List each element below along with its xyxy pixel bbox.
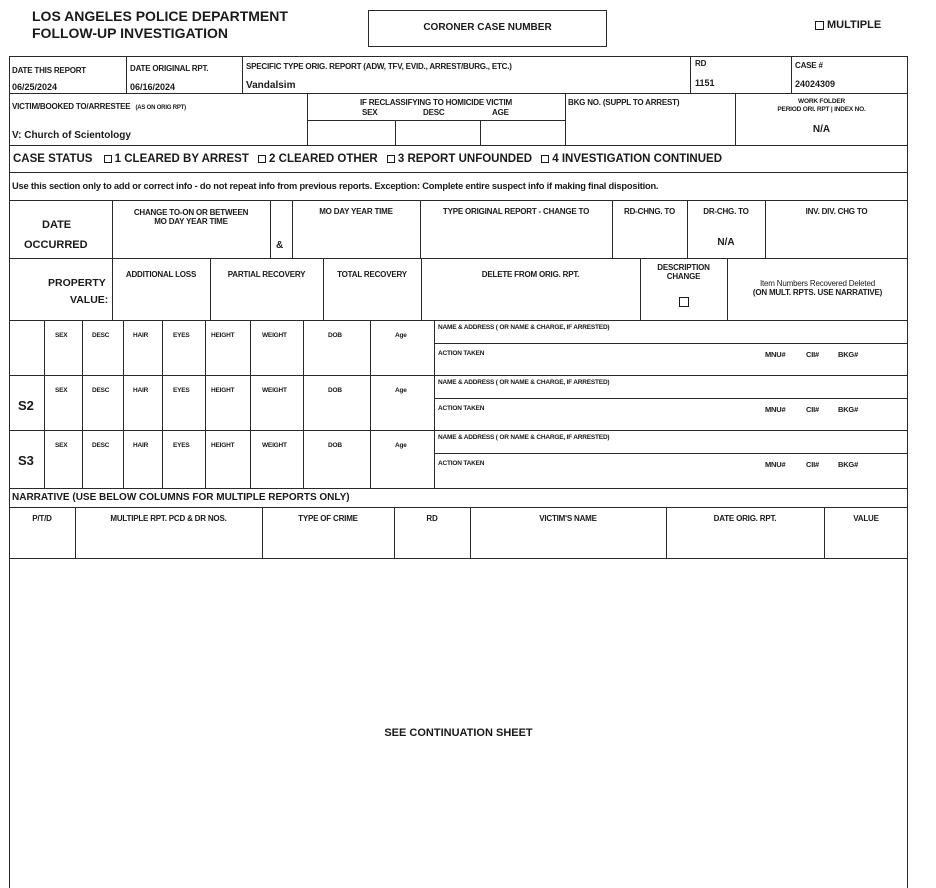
rd-label: RD — [695, 59, 707, 68]
bkg-no-label: BKG NO. (SUPPL TO ARREST) — [568, 98, 680, 107]
coroner-case-label: CORONER CASE NUMBER — [423, 22, 552, 33]
s3-mnu-label: MNU# — [765, 460, 786, 469]
description-change-label-2: CHANGE — [666, 272, 701, 281]
case-status-label: CASE STATUS — [13, 153, 93, 165]
s3-hair-label: HAIR — [133, 442, 149, 449]
victim-value[interactable]: V: Church of Scientology — [12, 130, 131, 141]
s2-weight-label: WEIGHT — [262, 387, 287, 394]
s2-mnu-label: MNU# — [765, 405, 786, 414]
grid-line — [434, 398, 908, 399]
rd-value[interactable]: 1151 — [695, 78, 715, 88]
status-option-2[interactable] — [258, 153, 378, 165]
s1-bkg-label: BKG# — [838, 350, 859, 359]
grid-line — [9, 320, 908, 321]
grid-line — [9, 430, 908, 431]
grid-line — [395, 120, 396, 145]
additional-loss-label: ADDITIONAL LOSS — [125, 270, 197, 279]
s2-hair-label: HAIR — [133, 387, 149, 394]
status-option-2-label: 2 CLEARED OTHER — [269, 153, 378, 165]
grid-line — [323, 258, 324, 320]
status-check-3[interactable] — [387, 155, 395, 163]
date-original-value[interactable]: 06/16/2024 — [130, 82, 176, 92]
work-folder-label: WORK FOLDER — [798, 98, 845, 105]
s2-cii-label: CII# — [806, 405, 819, 414]
s3-eyes-label: EYES — [173, 442, 190, 449]
grid-line — [123, 320, 124, 488]
status-check-1[interactable] — [104, 155, 112, 163]
date-this-report-value[interactable]: 06/25/2024 — [12, 82, 58, 92]
grid-line — [307, 120, 565, 121]
s3-height-label: HEIGHT — [211, 442, 235, 449]
grid-line — [210, 258, 211, 320]
multiple-check-square[interactable] — [815, 21, 824, 30]
status-option-4-label: 4 INVESTIGATION CONTINUED — [552, 153, 723, 165]
s2-eyes-label: EYES — [173, 387, 190, 394]
s1-age-label: Age — [395, 332, 407, 339]
grid-line — [690, 56, 691, 93]
case-status-row — [13, 153, 722, 165]
reclassify-label: IF RECLASSIFYING TO HOMICIDE VICTIM — [360, 98, 512, 107]
grid-line — [565, 93, 566, 145]
dr-change-value[interactable]: N/A — [717, 237, 735, 248]
victim-label — [12, 102, 186, 111]
multiple-label: MULTIPLE — [827, 19, 882, 31]
delete-from-orig-label: DELETE FROM ORIG. RPT. — [481, 270, 580, 279]
grid-line — [434, 453, 908, 454]
grid-line — [9, 558, 908, 559]
victim-label-text: VICTIM/BOOKED TO/ARRESTEE — [12, 102, 131, 111]
grid-line — [791, 56, 792, 93]
grid-line — [9, 558, 10, 888]
s2-bkg-label: BKG# — [838, 405, 859, 414]
grid-line — [82, 320, 83, 488]
s1-eyes-label: EYES — [173, 332, 190, 339]
grid-line — [162, 320, 163, 488]
period-label: PERIOD ORI. RPT | INDEX NO. — [777, 106, 866, 113]
s3-dob-label: DOB — [328, 442, 342, 449]
reclass-age-label: AGE — [492, 108, 509, 117]
status-option-1-label: 1 CLEARED BY ARREST — [114, 153, 249, 165]
s3-desc-label: DESC — [92, 442, 110, 449]
s1-action-taken-label: ACTION TAKEN — [438, 350, 485, 357]
s1-weight-label: WEIGHT — [262, 332, 287, 339]
ptd-label: P/T/D — [32, 514, 52, 523]
value-label: VALUE — [853, 514, 879, 523]
grid-line — [126, 56, 127, 93]
grid-line — [242, 56, 243, 93]
date-occurred-label-2: OCCURRED — [24, 239, 88, 251]
date-original-label: DATE ORIGINAL RPT. — [130, 64, 209, 73]
grid-line — [112, 258, 113, 320]
reclass-desc-label: DESC — [423, 108, 445, 117]
ampersand: & — [276, 240, 284, 251]
item-numbers-label-2: (ON MULT. RPTS. USE NARRATIVE) — [752, 288, 883, 297]
mo-day-year-label: MO DAY YEAR TIME — [319, 207, 393, 216]
date-orig-rpt-label: DATE ORIG. RPT. — [713, 514, 777, 523]
work-folder-value[interactable]: N/A — [812, 124, 831, 135]
status-option-4[interactable] — [541, 153, 722, 165]
s2-age-label: Age — [395, 387, 407, 394]
s1-desc-label: DESC — [92, 332, 110, 339]
see-continuation-sheet: SEE CONTINUATION SHEET — [384, 727, 533, 739]
s1-sex-label: SEX — [55, 332, 68, 339]
s3-sex-label: SEX — [55, 442, 68, 449]
s1-dob-label: DOB — [328, 332, 342, 339]
s3-bkg-label: BKG# — [838, 460, 859, 469]
date-occurred-label-1: DATE — [42, 219, 72, 231]
grid-line — [9, 200, 908, 201]
s2-height-label: HEIGHT — [211, 387, 235, 394]
grid-line — [9, 93, 908, 94]
suspect-s3-label: S3 — [18, 453, 34, 468]
grid-line — [9, 488, 908, 489]
s1-height-label: HEIGHT — [211, 332, 235, 339]
property-label-1: PROPERTY — [48, 277, 106, 289]
grid-line — [9, 375, 908, 376]
grid-line — [9, 56, 10, 559]
s3-cii-label: CII# — [806, 460, 819, 469]
specific-type-label: SPECIFIC TYPE ORIG. REPORT (ADW, TFV, EVID., ARREST/BURG., ETC.) — [246, 62, 512, 71]
grid-line — [250, 320, 251, 488]
specific-type-value[interactable]: Vandalsim — [246, 80, 296, 91]
s2-name-address-label: NAME & ADDRESS ( OR NAME & CHARGE, IF ARRESTED) — [438, 379, 610, 386]
status-option-1[interactable] — [104, 153, 249, 165]
multiple-checkbox[interactable] — [815, 19, 881, 31]
grid-line — [270, 200, 271, 258]
s1-hair-label: HAIR — [133, 332, 149, 339]
narrative-label: NARRATIVE (USE BELOW COLUMNS FOR MULTIPLE REPORTS ONLY) — [12, 492, 350, 503]
grid-line — [421, 258, 422, 320]
s1-mnu-label: MNU# — [765, 350, 786, 359]
s2-action-taken-label: ACTION TAKEN — [438, 405, 485, 412]
grid-line — [9, 507, 908, 508]
grid-line — [205, 320, 206, 488]
item-numbers-label-1: Item Numbers Recovered Deleted — [760, 279, 875, 288]
type-original-change-label: TYPE ORIGINAL REPORT - CHANGE TO — [442, 207, 590, 216]
grid-line — [9, 172, 908, 173]
status-option-3-label: 3 REPORT UNFOUNDED — [397, 153, 533, 165]
form-title: FOLLOW-UP INVESTIGATION — [32, 25, 228, 41]
grid-line — [9, 145, 908, 146]
victims-name-label: VICTIM'S NAME — [539, 514, 597, 523]
status-check-2[interactable] — [258, 155, 266, 163]
s2-sex-label: SEX — [55, 387, 68, 394]
multiple-rpt-label: MULTIPLE RPT. PCD & DR NOS. — [110, 514, 227, 523]
narrative-rd-label: RD — [426, 514, 438, 523]
case-number-label: CASE # — [795, 61, 823, 70]
grid-line — [303, 320, 304, 488]
description-change-label-1: DESCRIPTION — [657, 263, 710, 272]
type-of-crime-label: TYPE OF CRIME — [298, 514, 358, 523]
reclass-sex-label: SEX — [362, 108, 378, 117]
s3-weight-label: WEIGHT — [262, 442, 287, 449]
rd-change-label: RD-CHNG. TO — [624, 207, 675, 216]
date-this-report-label: DATE THIS REPORT — [12, 66, 86, 75]
inv-div-change-label: INV. DIV. CHG TO — [805, 207, 868, 216]
s1-name-address-label: NAME & ADDRESS ( OR NAME & CHARGE, IF ARRESTED) — [438, 324, 610, 331]
instructions-text: Use this section only to add or correct info - do not repeat info from previous reports. Exception: Complete entire suspect info if making final disposition. — [12, 181, 659, 191]
suspect-s2-label: S2 — [18, 398, 34, 413]
grid-line — [44, 320, 45, 488]
grid-line — [9, 258, 908, 259]
case-number-value[interactable]: 24024309 — [795, 79, 836, 89]
grid-line — [434, 320, 435, 488]
s2-dob-label: DOB — [328, 387, 342, 394]
dr-change-label: DR-CHG. TO — [703, 207, 749, 216]
total-recovery-label: TOTAL RECOVERY — [337, 270, 407, 279]
s3-action-taken-label: ACTION TAKEN — [438, 460, 485, 467]
change-to-label-2: MO DAY YEAR TIME — [154, 217, 228, 226]
status-option-3[interactable] — [387, 153, 532, 165]
description-change-checkbox[interactable] — [679, 297, 689, 307]
victim-label-sub: (AS ON ORIG RPT) — [135, 105, 186, 111]
grid-line — [434, 343, 908, 344]
grid-line — [9, 56, 908, 57]
property-label-2: VALUE: — [70, 294, 109, 306]
partial-recovery-label: PARTIAL RECOVERY — [227, 270, 306, 279]
change-to-label-1: CHANGE TO-ON OR BETWEEN — [133, 208, 249, 217]
s1-cii-label: CII# — [806, 350, 819, 359]
department-name: LOS ANGELES POLICE DEPARTMENT — [32, 8, 288, 24]
s3-name-address-label: NAME & ADDRESS ( OR NAME & CHARGE, IF ARRESTED) — [438, 434, 610, 441]
grid-line — [370, 320, 371, 488]
status-check-4[interactable] — [541, 155, 549, 163]
grid-line — [480, 120, 481, 145]
grid-line — [907, 558, 908, 888]
coroner-case-box[interactable] — [368, 10, 607, 47]
s3-age-label: Age — [395, 442, 407, 449]
s2-desc-label: DESC — [92, 387, 110, 394]
